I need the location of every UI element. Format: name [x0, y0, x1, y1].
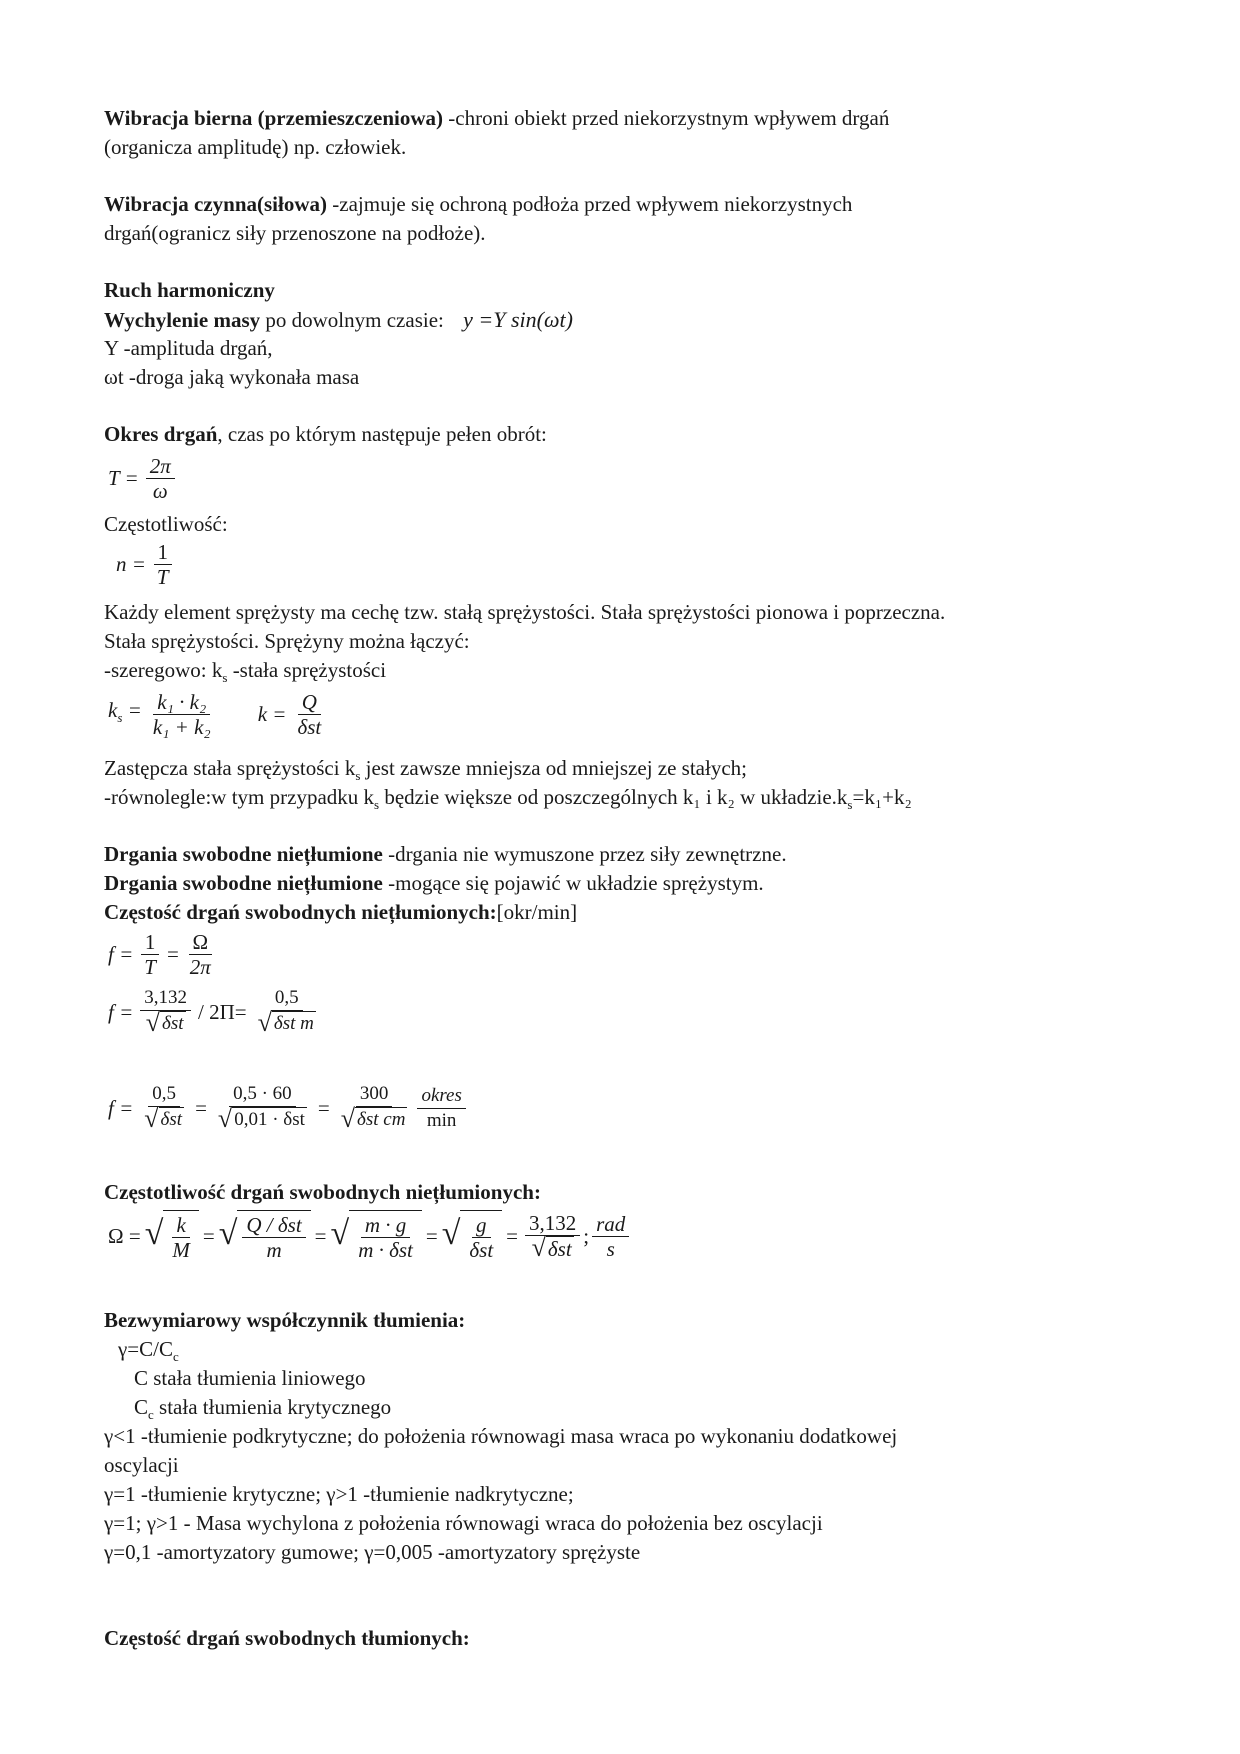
line-gamma-def: $\gamma=C/C_c$	[118, 1337, 179, 1365]
line-elastic-element: Każdy element sprężysty ma cechę tzw. stałą sprężystości. Stała sprężystości pionowa i poprzeczna.	[104, 600, 946, 624]
line-subcritical: γ<1 -tłumienie podkrytyczne; do położenia równowagi masa wraca po wykonaniu dodatkowej	[104, 1424, 898, 1448]
line-elastic-constant: Stała sprężystości. Sprężyny można łączyć:	[104, 629, 470, 653]
formula-f3: f = 0,5 √ δst = 0,5 · 60 √ 0,01 · δst = 300 √ δst cm $\frac{\text{okres}}{\min}$	[104, 1082, 469, 1134]
line-free-undamped-frequency: Częstość drgań swobodnych niețłumionych:[okr/min]	[104, 900, 578, 924]
line-path: ωt -droga jaką wykonała masa	[104, 365, 360, 389]
heading-damped-frequency: Częstość drgań swobodnych tłumionych:	[104, 1626, 470, 1650]
line-period: Okres drgań, czas po którym następuje pełen obrót:	[104, 422, 547, 446]
paragraph-active-vibration: Wibracja czynna(siłowa) -zajmuje się ochroną podłoża przed wpływem niekorzystnych	[104, 192, 853, 216]
paragraph-passive-vibration-cont: (organicza amplitudę) np. człowiek.	[104, 135, 407, 159]
line-amplitude: Y -amplituda drgań,	[104, 336, 273, 360]
heading-natural-frequency: Częstotliwość drgań swobodnych niețłumionych:	[104, 1180, 541, 1204]
line-equivalent-constant: Zastępcza stała sprężystości $k_s$ jest zawsze mniejsza od mniejszej ze stałych;	[104, 756, 747, 784]
paragraph-active-vibration-cont: drgań(ogranicz siły przenoszone na podłoże).	[104, 221, 486, 245]
line-parallel: -równolegle:w tym przypadku $k_s$ będzie większe od poszczególnych k₁ i k₂ w $układzie.k_s=k_1+k_2$	[104, 785, 912, 813]
formula-series-stiffness: $k_s$ = $\frac{\text{k₁ · k₂}}{\text{k₁ + k₂}}$ k = $\frac{Q}{\text{δst}}$	[108, 690, 322, 739]
heading-harmonic-motion: Ruch harmoniczny	[104, 278, 275, 302]
line-series: -szeregowo: $k_s$ -stała sprężystości	[104, 658, 387, 686]
formula-period: T = $\frac{2\pi}{\omega}$	[104, 454, 178, 503]
line-dampers: γ=0,1 -amortyzatory gumowe; γ=0,005 -amortyzatory sprężyste	[104, 1540, 641, 1564]
line-frequency-label: Częstotliwość:	[104, 512, 228, 536]
formula-deflection: y =Y sin(ωt)	[463, 307, 573, 332]
line-oscillation: oscylacji	[104, 1453, 179, 1477]
formula-f2: f = 3,132 √ δst / 2Π= 0,5 √ δst m	[108, 987, 314, 1037]
formula-f1: f = $\frac{1}{T}$ = $\frac{\Omega}{2\pi}$	[108, 930, 211, 979]
heading-damping-coefficient: Bezwymiarowy współczynnik tłumienia:	[104, 1308, 466, 1332]
line-no-oscillation: γ=1; γ>1 - Masa wychylona z położenia równowagi wraca do położenia bez oscylacji	[104, 1511, 823, 1535]
line-mass-deflection: Wychylenie masy po dowolnym czasie: y =Y sin(ωt)	[104, 307, 573, 332]
paragraph-passive-vibration: Wibracja bierna (przemieszczeniowa) -chroni obiekt przed niekorzystnym wpływem drgań	[104, 106, 890, 130]
line-critical: γ=1 -tłumienie krytyczne; γ>1 -tłumienie nadkrytyczne;	[104, 1482, 574, 1506]
line-c-linear: C stała tłumienia liniowego	[134, 1366, 366, 1390]
formula-frequency: n = $\frac{1}{T}$	[112, 540, 176, 589]
line-c-critical: $C_c$ stała tłumienia krytycznego	[134, 1395, 392, 1423]
formula-omega: Ω = √ $\frac{k}{M}$ = √ $\frac{\text{Q / δst}}{m}$ = √ $\frac{m \cdot g}{\text{m · δst}}$ = √ $\frac{g}{\text{δst}}$ = 3,132 √ δst ; $\frac{\text{rad}}{s}$	[104, 1210, 632, 1262]
line-free-undamped-2: Drgania swobodne niețłumione -mogące się pojawić w układzie sprężystym.	[104, 871, 764, 895]
term-passive-vibration: Wibracja bierna (przemieszczeniowa)	[104, 106, 444, 130]
line-free-undamped-1: Drgania swobodne niețłumione -drgania nie wymuszone przez siły zewnętrzne.	[104, 842, 787, 866]
term-active-vibration: Wibracja czynna(siłowa)	[104, 192, 328, 216]
